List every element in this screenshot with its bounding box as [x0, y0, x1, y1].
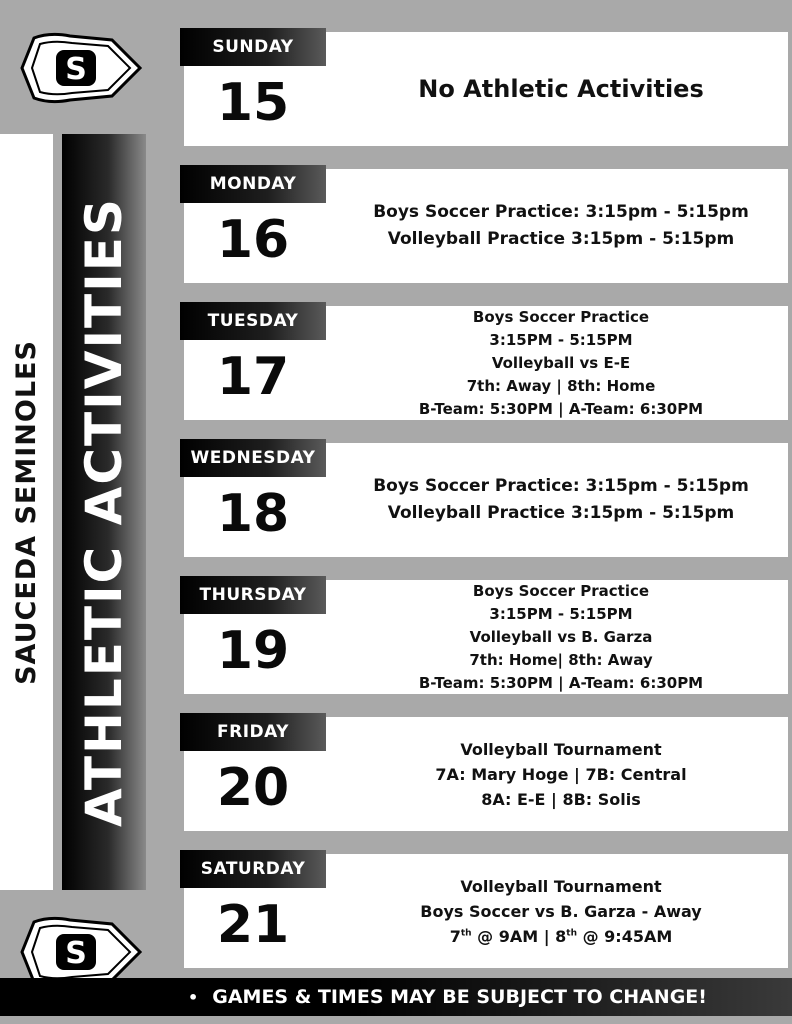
detail-line: B-Team: 5:30PM | A-Team: 6:30PM	[418, 673, 704, 692]
grade-number: 7	[449, 926, 461, 946]
footer-notice	[0, 978, 792, 1016]
day-date: 18	[216, 484, 290, 544]
detail-line: Volleyball vs B. Garza	[469, 627, 653, 646]
logo-letter: S	[65, 936, 87, 971]
detail-line: Volleyball vs E-E	[491, 353, 631, 372]
detail-line: 8A: E-E | 8B: Solis	[481, 789, 641, 809]
detail-line: 7th: Away | 8th: Home	[466, 376, 656, 395]
detail-line: Boys Soccer Practice: 3:15pm - 5:15pm	[373, 476, 749, 496]
day-details	[334, 443, 788, 557]
day-row-friday	[184, 717, 788, 831]
day-details	[334, 169, 788, 283]
day-details	[334, 717, 788, 831]
detail-line: Volleyball Tournament	[460, 876, 662, 896]
day-label: FRIDAY	[180, 713, 326, 751]
detail-line: Boys Soccer Practice: 3:15pm - 5:15pm	[373, 202, 749, 222]
footer-text: GAMES & TIMES MAY BE SUBJECT TO CHANGE!	[212, 986, 707, 1008]
day-row-thursday	[184, 580, 788, 694]
ordinal-suffix: th	[566, 928, 578, 939]
detail-line: No Athletic Activities	[418, 75, 704, 103]
detail-line: 7A: Mary Hoge | 7B: Central	[435, 764, 687, 784]
day-date: 19	[216, 621, 290, 681]
day-date: 20	[216, 758, 290, 818]
day-details	[334, 854, 788, 968]
detail-line: 7th: Home| 8th: Away	[469, 650, 653, 669]
day-row-monday	[184, 169, 788, 283]
bullet-icon: •	[188, 987, 199, 1007]
day-label: THURSDAY	[180, 576, 326, 614]
seminoles-arrowhead-logo-top	[20, 30, 142, 106]
day-date: 17	[216, 347, 290, 407]
day-date: 21	[216, 895, 290, 955]
day-row-wednesday	[184, 443, 788, 557]
day-row-tuesday	[184, 306, 788, 420]
school-name-vertical	[0, 134, 53, 890]
day-row-saturday	[184, 854, 788, 968]
detail-line: Volleyball Practice 3:15pm - 5:15pm	[387, 229, 735, 249]
time-text: @ 9AM |	[471, 926, 556, 946]
time-text: @ 9:45AM	[577, 926, 673, 946]
ordinal-suffix: th	[460, 928, 472, 939]
day-details	[334, 580, 788, 694]
logo-letter: S	[65, 52, 87, 87]
detail-line: 3:15PM - 5:15PM	[489, 604, 633, 623]
day-label: WEDNESDAY	[180, 439, 326, 477]
detail-line: Boys Soccer Practice	[472, 581, 650, 600]
detail-line: Volleyball Tournament	[460, 739, 662, 759]
day-label: MONDAY	[180, 165, 326, 203]
day-row-sunday	[184, 32, 788, 146]
day-details	[334, 32, 788, 146]
detail-line: 3:15PM - 5:15PM	[489, 330, 633, 349]
title-bar	[62, 134, 146, 890]
detail-line-times	[450, 924, 673, 949]
day-date: 15	[216, 73, 290, 133]
day-label: TUESDAY	[180, 302, 326, 340]
detail-line: Boys Soccer Practice	[472, 307, 650, 326]
detail-line: B-Team: 5:30PM | A-Team: 6:30PM	[418, 399, 704, 418]
day-label: SATURDAY	[180, 850, 326, 888]
school-name: SAUCEDA SEMINOLES	[11, 339, 43, 685]
page-title: ATHLETIC ACTIVITIES	[75, 197, 133, 827]
detail-line: Boys Soccer vs B. Garza - Away	[420, 901, 702, 921]
detail-line: Volleyball Practice 3:15pm - 5:15pm	[387, 503, 735, 523]
day-label: SUNDAY	[180, 28, 326, 66]
day-date: 16	[216, 210, 290, 270]
day-details	[334, 306, 788, 420]
grade-number: 8	[555, 926, 567, 946]
